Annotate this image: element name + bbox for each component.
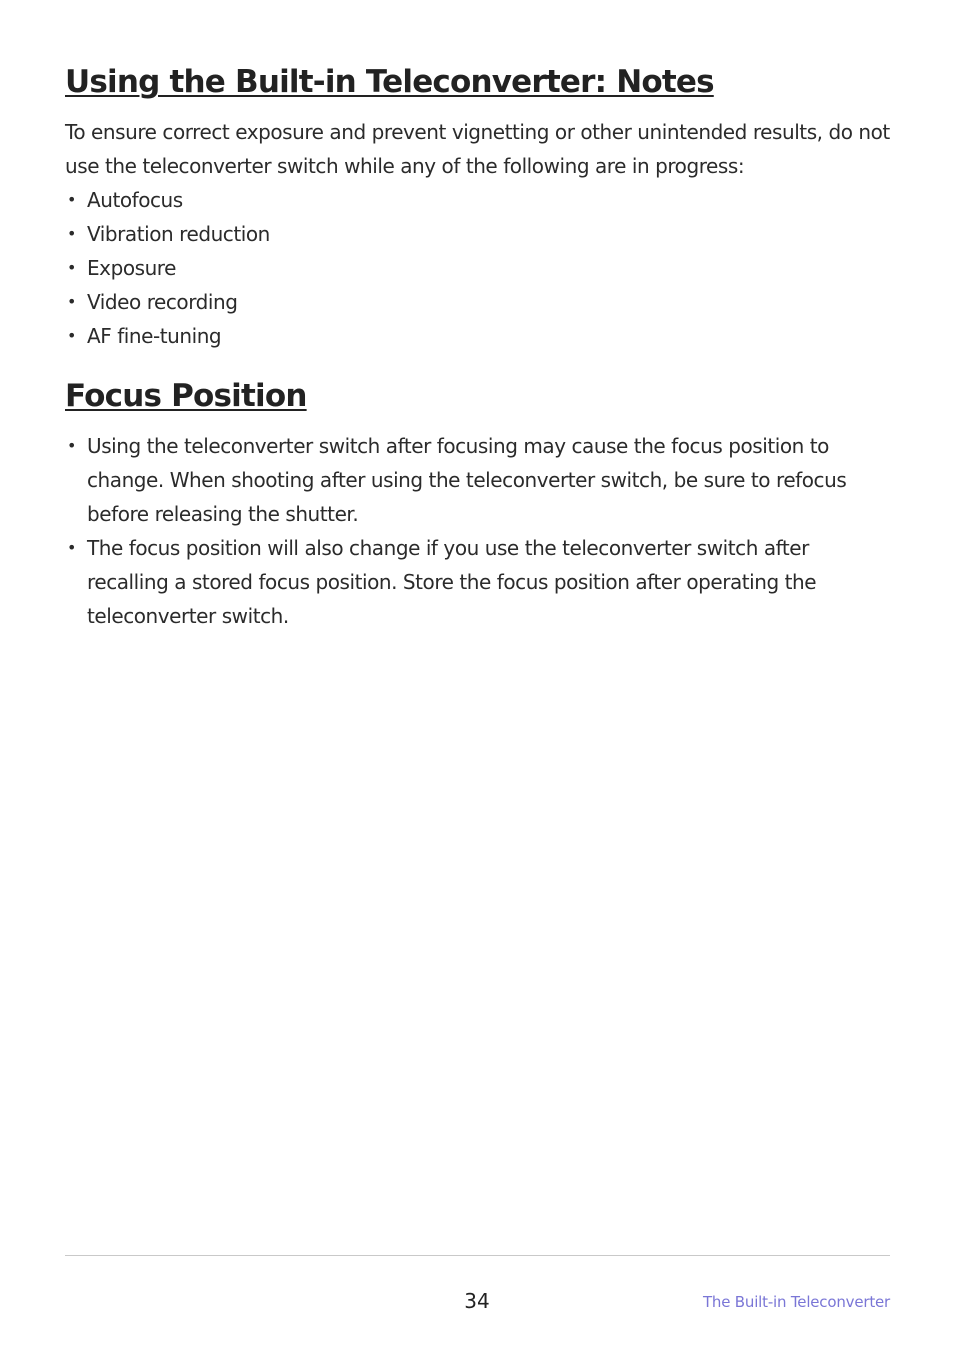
list-item: • Exposure xyxy=(65,251,890,285)
intro-paragraph: To ensure correct exposure and prevent vignetting or other unintended results, do not use the teleconverter switch while any of the following are in progress: xyxy=(65,120,890,178)
in-progress-list xyxy=(65,183,890,353)
list-item: • The focus position will also change if you use the teleconverter switch after recalling a stored focus position. Store the focus position after operating the teleconverter switch. xyxy=(65,531,890,633)
list-item: • Vibration reduction xyxy=(65,217,890,251)
footer-divider xyxy=(65,1255,890,1256)
list-item: • AF fine-tuning xyxy=(65,319,890,353)
heading-focus-position: Focus Position xyxy=(65,378,307,414)
list-item: • Using the teleconverter switch after focusing may cause the focus position to change. When shooting after using the teleconverter switch, be sure to refocus before releasing the shutter. xyxy=(65,429,890,531)
page-number: 34 xyxy=(464,1289,490,1313)
section-title-link[interactable]: The Built-in Teleconverter xyxy=(702,1293,890,1311)
list-item: • Autofocus xyxy=(65,183,890,217)
focus-position-list xyxy=(65,429,890,633)
heading-teleconverter-notes: Using the Built-in Teleconverter: Notes xyxy=(65,64,714,100)
list-item: • Video recording xyxy=(65,285,890,319)
